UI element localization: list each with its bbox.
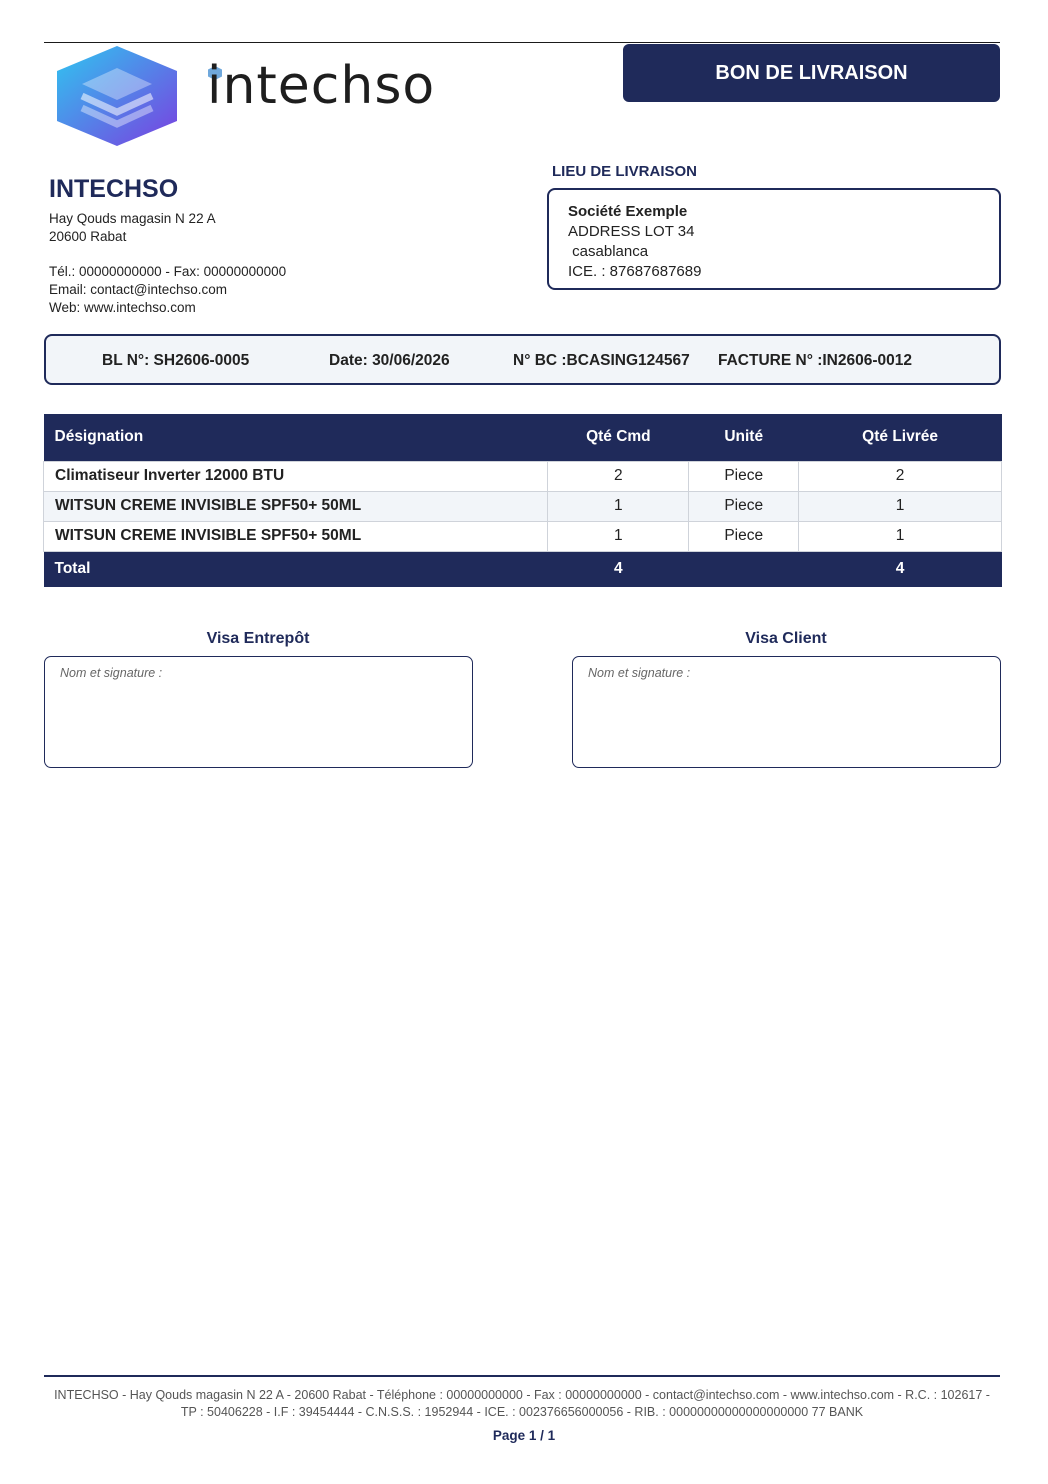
cell-unit: Piece <box>689 491 799 521</box>
delivery-address-box <box>547 188 1001 290</box>
warehouse-signature-box <box>44 656 473 768</box>
bl-number: BL N°: SH2606-0005 <box>102 352 250 369</box>
page-number: Page 1 / 1 <box>492 1428 556 1443</box>
col-header-qty-delivered: Qté Livrée <box>799 414 1002 461</box>
table-row <box>44 461 1002 491</box>
company-phone-fax: Tél.: 00000000000 - Fax: 00000000000 <box>49 264 287 279</box>
invoice-number: FACTURE N° :IN2606-0012 <box>718 352 912 369</box>
footer-rule <box>44 1375 1000 1377</box>
cell-qty-delivered: 1 <box>799 521 1002 551</box>
cell-unit: Piece <box>689 521 799 551</box>
warehouse-signature-placeholder: Nom et signature : <box>60 666 163 680</box>
document-info-bar <box>44 334 1001 385</box>
cell-designation: Climatiseur Inverter 12000 BTU <box>44 461 548 491</box>
client-visa-title: Visa Client <box>745 630 827 647</box>
cell-qty-delivered: 1 <box>799 491 1002 521</box>
col-header-designation: Désignation <box>44 414 548 461</box>
total-label: Total <box>44 551 548 587</box>
client-city: casablanca <box>568 243 649 260</box>
cell-unit: Piece <box>689 461 799 491</box>
table-row <box>44 491 1002 521</box>
logo-wordmark: intechso <box>207 56 436 116</box>
total-qty-ordered: 4 <box>548 551 689 587</box>
items-table <box>43 414 1002 587</box>
document-title: BON DE LIVRAISON <box>623 44 1000 102</box>
company-info <box>49 175 286 317</box>
table-row <box>44 521 1002 551</box>
top-rule <box>44 42 1000 43</box>
company-email: Email: contact@intechso.com <box>49 282 228 297</box>
footer-line2: TP : 50406228 - I.F : 39454444 - C.N.S.S. : 1952944 - ICE. : 002376656000056 - RIB. : 00000000000000000000 77 BANK <box>180 1404 864 1419</box>
cell-qty-ordered: 1 <box>548 491 689 521</box>
cell-designation: WITSUN CREME INVISIBLE SPF50+ 50ML <box>44 491 548 521</box>
company-address-line1: Hay Qouds magasin N 22 A <box>49 211 216 226</box>
company-address-line2: 20600 Rabat <box>49 229 127 244</box>
cell-qty-delivered: 2 <box>799 461 1002 491</box>
client-ice: ICE. : 87687687689 <box>568 263 702 280</box>
table-header-row <box>44 414 1002 461</box>
warehouse-visa-title: Visa Entrepôt <box>206 630 310 647</box>
cell-qty-ordered: 1 <box>548 521 689 551</box>
footer-line1: INTECHSO - Hay Qouds magasin N 22 A - 20600 Rabat - Téléphone : 00000000000 - Fax : 00000000000 - contact@intechso.com - www.intechso.com - R.C. : 102617 - <box>54 1388 990 1402</box>
table-total-row <box>44 551 1002 587</box>
col-header-qty-ordered: Qté Cmd <box>548 414 689 461</box>
client-address: ADDRESS LOT 34 <box>568 223 695 240</box>
cell-designation: WITSUN CREME INVISIBLE SPF50+ 50ML <box>44 521 548 551</box>
logo-hexagon-icon <box>52 46 182 146</box>
client-name: Société Exemple <box>568 203 688 220</box>
delivery-label: LIEU DE LIVRAISON <box>552 163 698 180</box>
total-unit-empty <box>689 551 799 587</box>
bc-number: N° BC :BCASING124567 <box>513 352 690 369</box>
col-header-unit: Unité <box>689 414 799 461</box>
delivery-date: Date: 30/06/2026 <box>329 352 450 369</box>
cell-qty-ordered: 2 <box>548 461 689 491</box>
total-qty-delivered: 4 <box>799 551 1002 587</box>
client-signature-placeholder: Nom et signature : <box>588 666 691 680</box>
company-name: INTECHSO <box>49 175 179 203</box>
client-signature-box <box>572 656 1001 768</box>
footer-legal <box>50 1387 994 1420</box>
company-web: Web: www.intechso.com <box>49 300 196 315</box>
